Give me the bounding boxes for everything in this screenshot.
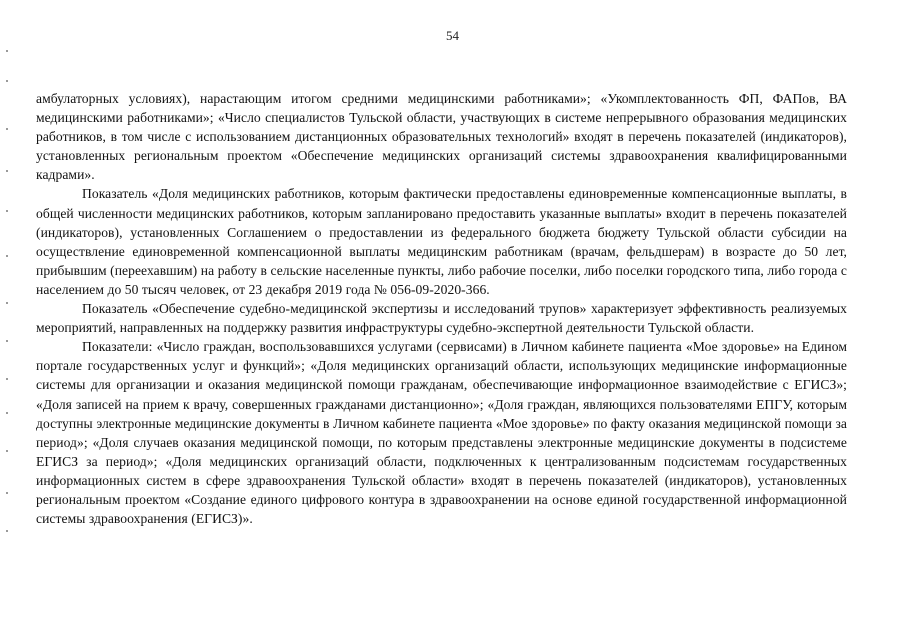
paragraph-1: амбулаторных условиях), нарастающим итогом средними медицинскими работниками»; «Укомплектованность ФП, ФАПов, ВА медицинскими работниками»; «Число специалистов Тульской области, участвующих в системе непрерывного образования медицинских работников, в том числе с использованием дистанционных образовательных технологий» входят в перечень показателей (индикаторов), установленных региональным проектом «Обеспечение медицинских организаций системы здравоохранения квалифицированными кадрами». (36, 91, 847, 183)
paragraph-3: Показатель «Обеспечение судебно-медицинской экспертизы и исследований трупов» характеризует эффективность реализуемых мероприятий, направленных на поддержку развития инфраструктуры судебно-экспертной деятельности Тульской области. (36, 301, 847, 336)
paragraph-2: Показатель «Доля медицинских работников, которым фактически предоставлены единовременные компенсационные выплаты, в общей численности медицинских работников, которым запланировано предоставить указанные выплаты» входит в перечень показателей (индикаторов), установленных Соглашением о предоставлении из федерального бюджета бюджету Тульской области субсидии на осуществление единовременной компенсационной выплаты медицинским работникам (врачам, фельдшерам) в возрасте до 50 лет, прибывшим (переехавшим) на работу в сельские населенные пункты, либо рабочие поселки, либо поселки городского типа, либо города с населением до 50 тысяч человек, от 23 декабря 2019 года № 056-09-2020-366. (36, 186, 847, 297)
page-number: 54 (446, 28, 459, 43)
scan-margin-marks (6, 40, 12, 560)
document-body (36, 89, 847, 528)
paragraph-4: Показатели: «Число граждан, воспользовавшихся услугами (сервисами) в Личном кабинете пациента «Мое здоровье» на Едином портале государственных услуг и функций»; «Доля медицинских организаций области, использующих медицинские информационные системы для организации и оказания медицинской помощи гражданам, обеспечивающие информационное взаимодействие с ЕГИСЗ»; «Доля записей на прием к врачу, совершенных гражданами дистанционно»; «Доля граждан, являющихся пользователями ЕПГУ, которым доступны электронные медицинские документы в Личном кабинете пациента «Мое здоровье» по факту оказания медицинской помощи за период»; «Доля случаев оказания медицинской помощи, по которым представлены электронные медицинские документы в подсистеме ЕГИСЗ за период»; «Доля медицинских организаций области, подключенных к централизованным подсистемам государственных информационных систем в сфере здравоохранения Тульской области» входят в перечень показателей (индикаторов), установленных региональным проектом «Создание единого цифрового контура в здравоохранении на основе единой государственной информационной системы здравоохранения (ЕГИСЗ)». (36, 339, 847, 527)
